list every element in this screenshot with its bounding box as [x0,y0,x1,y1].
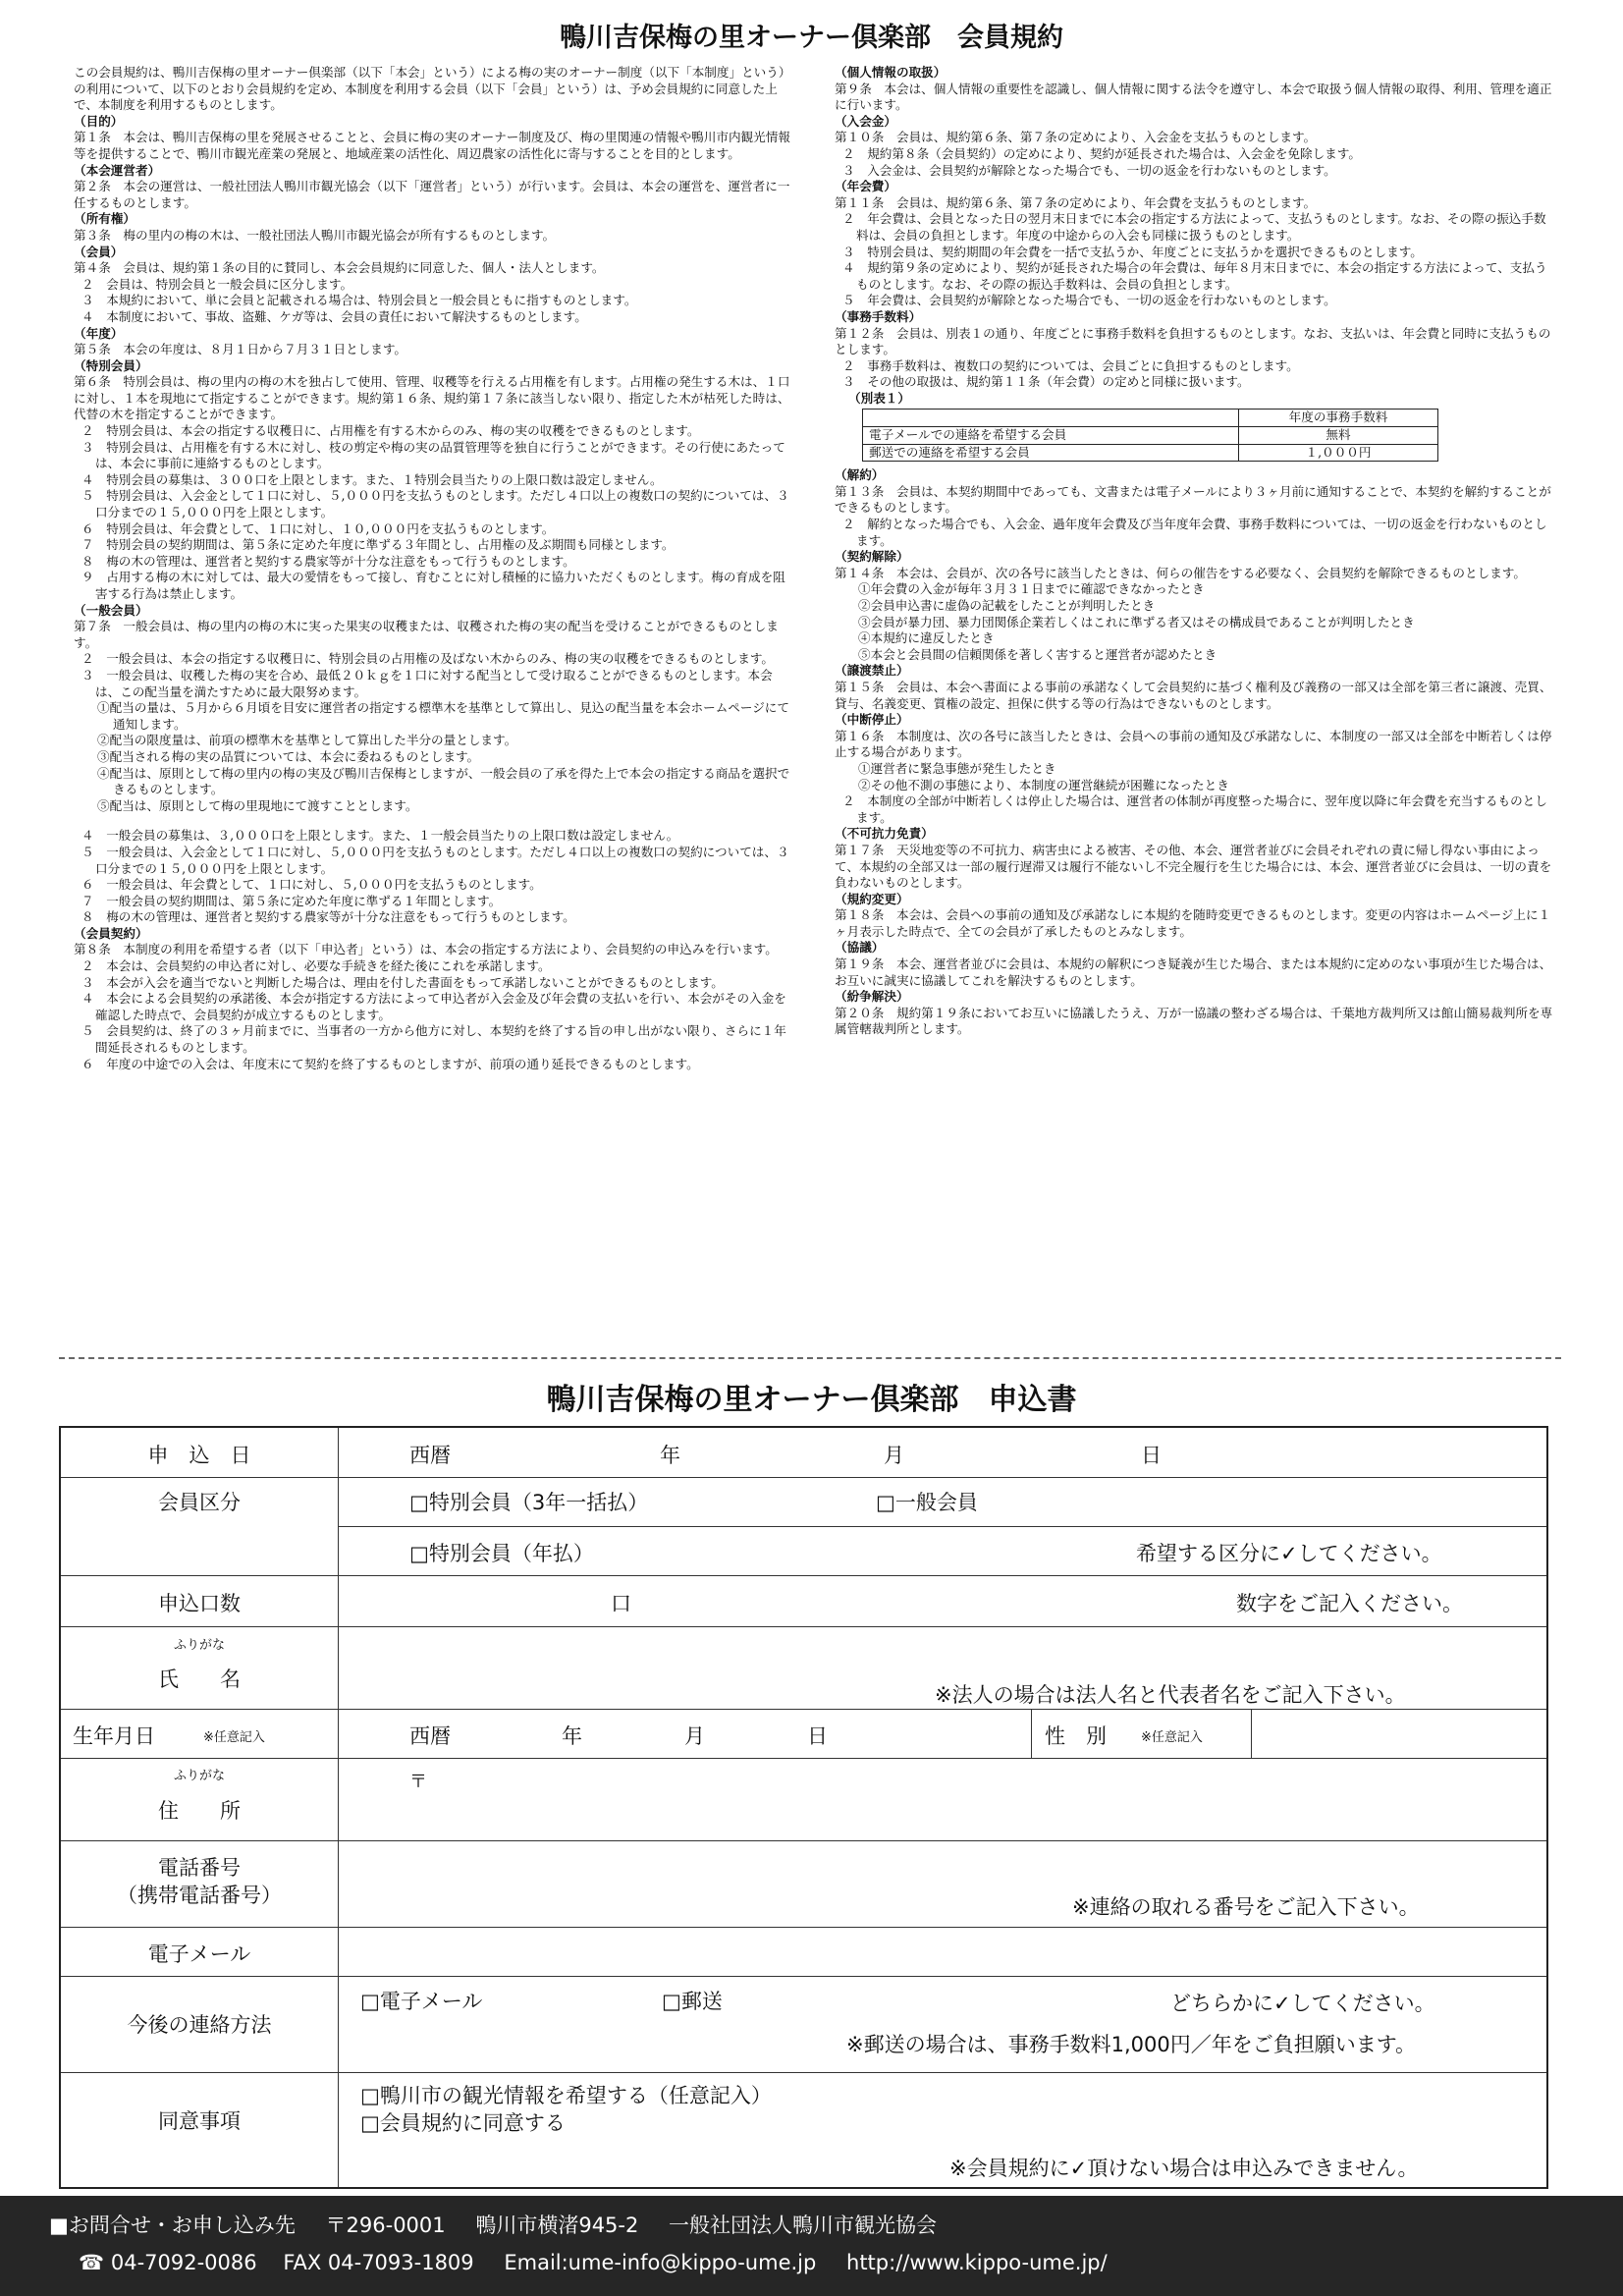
birth-year: 年 [562,1724,582,1748]
rules-left-column [74,65,795,1072]
rule-paragraph: 第１４条 本会は、会員が、次の各号に該当したときは、何らの催告をする必要なく、会員契約を解除できるものとします。 [835,565,1526,580]
units-note: 数字をご記入ください。 [1236,1592,1463,1615]
consent-agree-checkbox[interactable]: □会員規約に同意する [360,2111,566,2135]
date-label: 申 込 日 [147,1444,251,1467]
footer-url[interactable]: http://www.kippo-ume.jp/ [846,2251,1108,2274]
rule-paragraph: ２ 一般会員は、本会の指定する収穫日に、特別会員の占用権の及ばない木からのみ、梅の実の収穫をできるものとします。 [81,651,774,667]
rule-paragraph: ６ 特別会員は、年会費として、１口に対し、１０,０００円を支払うものとします。 [81,520,555,536]
rule-paragraph: 第５条 本会の年度は、８月１日から７月３１日とします。 [74,342,407,357]
birth-month: 月 [684,1724,705,1748]
cut-line [59,1357,1561,1359]
rules-right-column [835,65,1556,1038]
section-heading: （目的） [74,113,124,129]
phone-mobile-label: （携帯電話番号） [117,1884,282,1907]
consent-label: 同意事項 [158,2109,241,2133]
row-divider [61,1840,1546,1841]
fee-row-mail-key: 郵送での連絡を希望する会員 [863,444,1239,462]
member-type-special-lump-checkbox[interactable]: □特別会員（3年一括払） [409,1491,649,1514]
rule-paragraph: ２ 解約となった場合でも、入会金、過年度年会費及び当年度年会費、事務手数料については、一切の返金を行わないものとします。 [842,517,1547,548]
section-heading: （解約） [835,467,885,483]
col-divider [1251,1709,1252,1758]
birth-day: 日 [807,1724,828,1748]
rule-paragraph: ２ 本制度の全部が中断若しくは停止した場合は、運営者の体制が再度整った場合に、翌年度以降に年会費を充当するものとします。 [842,793,1547,825]
gender-optional: ※任意記入 [1141,1730,1203,1745]
contact-mail-checkbox[interactable]: □郵送 [662,1990,723,2013]
row-divider [61,1575,1546,1576]
rule-paragraph: ２ 会員は、特別会員と一般会員に区分します。 [81,276,353,292]
spacer [74,814,795,828]
row-divider [61,1758,1546,1759]
rule-paragraph: 第１９条 本会、運営者並びに会員は、本規約の解釈につき疑義が生じた場合、または本規約に定めのない事項が生じた場合は、お互いに誠実に協議してこれを解決するものとします。 [835,957,1552,988]
member-type-special-annual-checkbox[interactable]: □特別会員（年払） [409,1542,594,1565]
footer-tel: 04-7092-0086 [110,2251,257,2274]
col-divider [1031,1709,1032,1758]
phone-label: 電話番号 [158,1856,241,1880]
rule-paragraph: ５ 会員契約は、終了の３ヶ月前までに、当事者の一方から他方に対し、本契約を終了する旨の申し出がない限り、さらに１年間延長されるものとします。 [81,1023,786,1056]
phone-note: ※連絡の取れる番号をご記入下さい。 [1072,1895,1420,1919]
rule-paragraph: ①配当の量は、５月から６月頃を目安に運営者の指定する標準木を基準として算出し、見込の配当量を本会ホームページにて通知します。 [97,700,789,732]
footer-address: 鴨川市横渚945-2 [475,2214,639,2237]
row-divider [61,1626,1546,1627]
rule-paragraph: 第６条 特別会員は、梅の里内の梅の木を独占して使用、管理、収穫等を行える占用権を有します。占用権の発生する木は、１口に対し、１本を現地にて指定することができます。規約第１６条、規約第１７条に該当しない限り、指定した木が枯死した時は、代替の木を指定することができます。 [74,374,790,422]
footer-postal: 〒296-0001 [325,2214,446,2237]
rule-paragraph: ３ 特別会員は、占用権を有する木に対し、枝の剪定や梅の実の品質管理等を独自に行うことができます。その行使にあたっては、本会に事前に連絡するものとします。 [81,439,785,471]
consent-note: ※会員規約に✓頂けない場合は申込みできません。 [949,2157,1419,2180]
rule-paragraph: 第１５条 会員は、本会へ書面による事前の承諾なくして会員契約に基づく権利及び義務の一部又は全部を第三者に譲渡、売買、貸与、名義変更、質権の設定、担保に供する等の行為はできないものとします。 [835,679,1552,711]
birth-label: 生年月日 [73,1724,155,1748]
date-year: 年 [660,1444,680,1467]
units-label: 申込口数 [158,1592,241,1615]
section-heading: （譲渡禁止） [835,663,909,679]
consent-info-checkbox[interactable]: □鴨川市の観光情報を希望する（任意記入） [360,2084,772,2107]
section-heading: （本会運営者） [74,162,161,178]
rule-paragraph: ２ 事務手数料は、複数口の契約については、会員ごとに負担するものとします。 [842,357,1299,373]
rule-paragraph: ３ 本規約において、単に会員と記載される場合は、特別会員と一般会員ともに指すものとします。 [81,293,637,308]
rule-paragraph: ④配当は、原則として梅の里内の梅の実及び鴨川吉保梅としますが、一般会員の了承を得た上で本会の指定する商品を選択できるものとします。 [97,765,790,797]
square-icon: ■ [49,2214,69,2237]
section-heading: （規約変更） [835,891,909,906]
address-label: 住 所 [158,1799,241,1823]
section-heading: （事務手数料） [835,308,922,324]
section-heading: （中断停止） [835,712,909,728]
inquiry-label: お問合せ・お申し込み先 [68,2214,296,2237]
section-heading: （不可抗力免責） [835,826,934,842]
rule-paragraph: ②その他不測の事態により、本制度の運営継続が困難になったとき [858,777,1229,793]
rule-paragraph: 第８条 本制度の利用を希望する者（以下「申込者」という）は、本会の指定する方法により、会員契約の申込みを行います。 [74,942,778,957]
member-type-general-checkbox[interactable]: □一般会員 [876,1491,978,1514]
page-title: 鴨川吉保梅の里オーナー倶楽部 会員規約 [560,23,1063,53]
rules-right-part-a [835,65,1556,391]
rule-paragraph: 第７条 一般会員は、梅の里内の梅の木に実った果実の収穫または、収穫された梅の実の配当を受けることができるものとします。 [74,619,779,650]
date-era: 西暦 [409,1444,451,1467]
email-label: 電子メール [147,1942,251,1966]
rule-paragraph: ２ 特別会員は、本会の指定する収穫日に、占用権を有する木からのみ、梅の実の収穫をできるものとします。 [81,423,700,439]
rule-paragraph: ４ 特別会員の募集は、３００口を上限とします。また、１特別会員当たりの上限口数は設定しません。 [81,471,663,487]
rule-paragraph: 第１２条 会員は、別表１の通り、年度ごとに事務手数料を負担するものとします。なお、支払いは、年会費と同時に支払うものとします。 [835,325,1551,357]
gender-label: 性 別 [1045,1724,1107,1748]
rule-paragraph: 第４条 会員は、規約第１条の目的に賛同し、本会会員規約に同意した、個人・法人とします。 [74,260,605,276]
rule-paragraph: ①運営者に緊急事態が発生したとき [858,760,1056,776]
rule-paragraph: 第１１条 会員は、規約第６条、第７条の定めにより、年会費を支払うものとします。 [835,194,1317,210]
rule-paragraph: ②配当の限度量は、前項の標準木を基準として算出した半分の量とします。 [97,733,517,748]
row-divider [61,1927,1546,1928]
rule-paragraph: 第１０条 会員は、規約第６条、第７条の定めにより、入会金を支払うものとします。 [835,130,1317,145]
rule-paragraph: ③会員が暴力団、暴力団関係企業若しくはこれに準ずる者又はその構成員であることが判明したとき [858,614,1415,629]
rule-paragraph: ５ 一般会員は、入会金として１口に対し、５,０００円を支払うものとします。ただし４口以上の複数口の契約については、３口分までの１５,０００円を上限とします。 [81,844,789,876]
rule-paragraph: ４ 規約第９条の定めにより、契約が延長された場合の年会費は、毎年８月末日までに、本会の指定する方法によって、支払うものとします。なお、その際の振込手数料は、会員の負担とします。 [842,260,1547,292]
rule-paragraph: ５ 年会費は、会員契約が解除となった場合でも、一切の返金を行わないものとします。 [842,293,1336,308]
address-furigana: ふりがな [173,1769,225,1783]
rule-paragraph: ⑤本会と会員間の信頼関係を著しく害すると運営者が認めたとき [858,646,1217,662]
row-divider [61,1976,1546,1977]
name-label: 氏 名 [158,1667,241,1691]
rule-paragraph: 第１７条 天災地変等の不可抗力、病害虫による被害、その他、本会、運営者並びに会員それぞれの責に帰し得ない事由によって、本規約の全部又は一部の履行遅滞又は履行不能ないし不完全履行を生じた場合には、本会、運営者並びに会員は、一切の責を負わないものとします。 [835,842,1552,891]
footer-email[interactable]: Email:ume-info@kippo-ume.jp [504,2251,817,2274]
rule-paragraph: 第１６条 本制度は、次の各号に該当したときは、会員への事前の通知及び承諾なしに、本制度の一部又は全部を中断若しくは停止する場合があります。 [835,728,1552,760]
rule-paragraph: ３ 特別会員は、契約期間の年会費を一括で支払うか、年度ごとに支払うかを選択できるものとします。 [842,244,1423,259]
rule-paragraph: ７ 一般会員の契約期間は、第５条に定めた年度に準ずる１年間とします。 [81,893,502,908]
rule-paragraph: ３ 本会が入会を適当でないと判断した場合は、理由を付した書面をもって承諾しないことができるものとします。 [81,974,724,990]
contact-note: どちらかに✓してください。 [1170,1992,1435,2015]
phone-icon: ☎ [79,2251,105,2274]
birth-era: 西暦 [409,1724,451,1748]
rule-paragraph: ３ 一般会員は、収穫した梅の実を合め、最低２０ｋｇを１口に対する配当として受け取ることができるものとします。本会は、この配当量を満たすために最大限努めます。 [81,667,773,699]
footer-line-2 [79,2251,1108,2274]
row-divider [61,1709,1546,1710]
rule-paragraph: ６ 一般会員は、年会費として、１口に対し、５,０００円を支払うものとします。 [81,877,542,893]
contact-label: 今後の連絡方法 [127,2013,272,2037]
fee-table-empty-header [863,410,1239,427]
member-type-note: 希望する区分に✓してください。 [1136,1542,1442,1565]
application-form [59,1426,1548,2189]
rule-paragraph: ４ 一般会員の募集は、３,０００口を上限とします。また、１一般会員当たりの上限口数は設定しません。 [81,828,679,844]
rule-paragraph: ２ 本会は、会員契約の申込者に対し、必要な手続きを経た後にこれを承諾します。 [81,958,551,974]
section-heading: （年会費） [835,179,896,194]
rule-paragraph: 第２条 本会の運営は、一般社団法人鴨川市観光協会（以下「運営者」という）が行います。会員は、本会の運営を、運営者に一任するものとします。 [74,179,790,210]
rule-paragraph: ６ 年度の中途での入会は、年度末にて契約を終了するものとしますが、前項の通り延長できるものとします。 [81,1056,699,1071]
rule-paragraph: ⑤配当は、原則として梅の里現地にて渡すこととします。 [97,797,418,813]
section-heading: （契約解除） [835,549,909,565]
name-note: ※法人の場合は法人名と代表者名をご記入下さい。 [935,1683,1406,1707]
section-heading: （紛争解決） [835,989,909,1005]
rule-paragraph: 第１８条 本会は、会員への事前の通知及び承諾なしに本規約を随時変更できるものとします。変更の内容はホームページ上に１ヶ月表示した時点で、全ての会員が了承したものとみなします。 [835,907,1551,939]
rule-paragraph: 第３条 梅の里内の梅の木は、一般社団法人鴨川市観光協会が所有するものとします。 [74,227,556,243]
rule-paragraph: 第１３条 会員は、本契約期間中であっても、文書または電子メールにより３ヶ月前に通知することで、本契約を解約することができるものとします。 [835,483,1551,516]
section-heading: （個人情報の取扱） [835,65,947,80]
units-suffix: 口 [611,1592,631,1615]
rule-paragraph: ７ 特別会員の契約期間は、第５条に定めた年度に準ずる３年間とし、占用権の及ぶ期間も同様とします。 [81,537,675,553]
section-heading: （所有権） [74,211,135,227]
rule-paragraph: ２ 規約第８条（会員契約）の定めにより、契約が延長された場合は、入会金を免除します。 [842,145,1361,161]
footer-line-1 [49,2210,937,2239]
fee-row-email-value: 無料 [1239,427,1438,445]
section-heading: （会員契約） [74,925,148,941]
rule-paragraph: ４ 本制度において、事故、盗難、ケガ等は、会員の責任において解決するものとします。 [81,308,587,324]
rule-paragraph: 第１条 本会は、鴨川吉保梅の里を発展させることと、会員に梅の実のオーナー制度及び、梅の里関連の情報や鴨川市内観光情報等を提供することで、鴨川市観光産業の発展と、地域産業の活性化、周辺農家の活性化に寄与することを目的とします。 [74,130,790,161]
rule-paragraph: 第２０条 規約第１９条においてお互いに協議したうえ、万が一協議の整わざる場合は、千葉地方裁判所又は館山簡易裁判所を専属管轄裁判所とします。 [835,1005,1553,1037]
rule-paragraph: ８ 梅の木の管理は、運営者と契約する農家等が十分な注意をもって行うものとします。 [81,909,575,925]
fee-table-caption: （別表１） [848,390,910,406]
section-heading: （特別会員） [74,357,148,373]
footer-org: 一般社団法人鴨川市観光協会 [669,2214,938,2237]
fee-row-mail-value: １,０００円 [1239,444,1438,462]
rule-paragraph: ８ 梅の木の管理は、運営者と契約する農家等が十分な注意をもって行うものとします。 [81,553,575,569]
rule-paragraph: ３ その他の取扱は、規約第１１条（年会費）の定めと同様に扱います。 [842,374,1250,390]
rule-paragraph: ４ 本会による会員契約の承諾後、本会が指定する方法によって申込者が入会金及び年会費の支払いを行い、本会がその入金を確認した時点で、会員契約が成立するものとします。 [81,991,786,1022]
row-divider [61,2072,1546,2073]
fee-table [862,409,1438,462]
name-furigana: ふりがな [173,1638,225,1653]
form-title: 鴨川吉保梅の里オーナー倶楽部 申込書 [546,1383,1077,1417]
section-heading: （会員） [74,244,124,259]
rule-paragraph: ④本規約に違反したとき [858,630,995,646]
rule-paragraph: ２ 年会費は、会員となった日の翌月末日までに本会の指定する方法によって、支払うものとします。なお、その際の振込手数料は、会員の負担とします。年度の中途からの入会も同様に扱うものとします。 [842,211,1546,243]
rule-paragraph: ①年会費の入金が毎年３月３１日までに確認できなかったとき [858,581,1205,597]
section-heading: （年度） [74,325,124,341]
date-day: 日 [1141,1444,1162,1467]
fee-table-header: 年度の事務手数料 [1239,410,1438,427]
section-heading: （一般会員） [74,602,148,618]
rules-right-part-b [835,467,1556,1038]
postal-mark: 〒 [409,1772,427,1792]
fee-row-email-key: 電子メールでの連絡を希望する会員 [863,427,1239,445]
footer-fax: FAX 04-7093-1809 [283,2251,474,2274]
date-month: 月 [884,1444,904,1467]
row-divider [61,1477,1546,1478]
rule-paragraph: ９ 占用する梅の木に対しては、最大の愛情をもって接し、育むことに対し積極的に協力いただくものとします。梅の育成を阻害する行為は禁止します。 [81,570,785,601]
section-heading: （入会金） [835,113,896,129]
rule-paragraph: この会員規約は、鴨川吉保梅の里オーナー倶楽部（以下「本会」という）による梅の実のオーナー制度（以下「本制度」という）の利用について、以下のとおり会員規約を定め、本制度を利用する会員（以下「会員」という）は、予め会員規約に同意した上で、本制度を利用するものとします。 [74,65,791,113]
rule-paragraph: ②会員申込書に虚偽の記載をしたことが判明したとき [858,598,1156,613]
contact-fee-note: ※郵送の場合は、事務手数料1,000円／年をご負担願います。 [846,2033,1417,2056]
contact-email-checkbox[interactable]: □電子メール [360,1990,483,2013]
section-heading: （協議） [835,940,885,956]
contact-footer [0,2196,1623,2296]
rule-paragraph: ３ 入会金は、会員契約が解除となった場合でも、一切の返金を行わないものとします。 [842,162,1336,178]
row-divider [338,1526,1546,1527]
rule-paragraph: ５ 特別会員は、入会金として１口に対し、５,０００円を支払うものとします。ただし４口以上の複数口の契約については、３口分までの１５,０００円を上限とします。 [81,488,789,520]
member-type-label: 会員区分 [158,1491,241,1514]
rule-paragraph: ③配当される梅の実の品質については、本会に委ねるものとします。 [97,748,480,764]
birth-optional: ※任意記入 [203,1730,265,1745]
rule-paragraph: 第９条 本会は、個人情報の重要性を認識し、個人情報に関する法令を遵守し、本会で取扱う個人情報の取得、利用、管理を適正に行います。 [835,81,1552,113]
col-divider [338,1428,339,2187]
